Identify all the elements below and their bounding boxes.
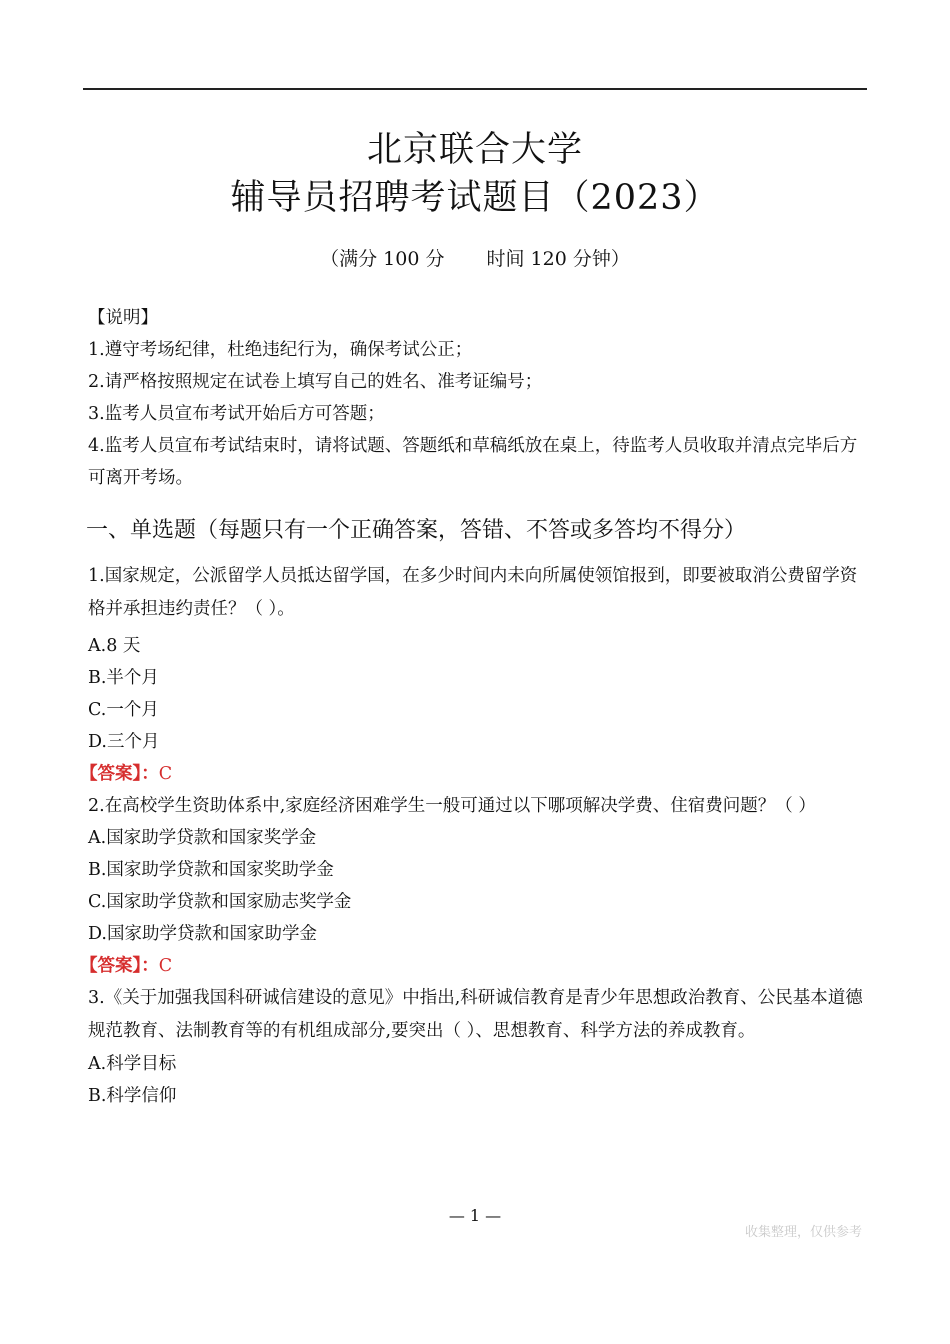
document-title-exam: 辅导员招聘考试题目（2023）: [230, 178, 720, 218]
option-c: C.国家助学贷款和国家励志奖学金: [88, 892, 352, 912]
option-b: B.科学信仰: [88, 1086, 177, 1106]
question-1: [80, 560, 868, 790]
option-d: D.三个月: [88, 732, 160, 752]
top-rule: [83, 88, 867, 90]
instruction-item: 2.请严格按照规定在试卷上填写自己的姓名、准考证编号；: [88, 372, 543, 392]
option-a: A.国家助学贷款和国家奖学金: [88, 828, 317, 848]
answer-label: 【答案】：: [80, 956, 159, 976]
question-text: 2.在高校学生资助体系中,家庭经济困难学生一般可通过以下哪项解决学费、住宿费问题？（ ）: [88, 796, 816, 816]
option-d: D.国家助学贷款和国家助学金: [88, 924, 317, 944]
question-3: [88, 982, 868, 1112]
option-a: A.科学目标: [88, 1054, 177, 1074]
question-text: 1.国家规定，公派留学人员抵达留学国，在多少时间内未向所属使领馆报到，即要被取消公费留学资格并承担违约责任？（ ）。: [88, 566, 858, 619]
option-c: C.一个月: [88, 700, 159, 720]
option-b: B.半个月: [88, 668, 159, 688]
document-body: [80, 302, 868, 1112]
exam-time-text: 时间 120 分钟）: [486, 248, 630, 270]
instruction-item: 3.监考人员宣布考试开始后方可答题；: [88, 404, 385, 424]
question-text: 3.《关于加强我国科研诚信建设的意见》中指出,科研诚信教育是青少年思想政治教育、公民基本道德规范教育、法制教育等的有机组成部分,要突出（ ）、思想教育、科学方法的养成教育。: [88, 988, 863, 1041]
watermark-text: 收集整理，仅供参考: [744, 1225, 862, 1240]
instruction-item: 4.监考人员宣布考试结束时，请将试题、答题纸和草稿纸放在桌上，待监考人员收取并清点完毕后方可离开考场。: [88, 436, 858, 488]
page-number: — 1 —: [448, 1206, 502, 1225]
option-b: B.国家助学贷款和国家奖助学金: [88, 860, 334, 880]
instruction-item: 1.遵守考场纪律，杜绝违纪行为，确保考试公正；: [88, 340, 473, 360]
answer-line: [80, 950, 868, 982]
instructions-block: [88, 302, 868, 494]
answer-value: C: [158, 764, 173, 784]
answer-line: [80, 758, 868, 790]
question-2: [80, 790, 868, 982]
answer-label: 【答案】：: [80, 764, 159, 784]
instructions-header: 【说明】: [88, 308, 158, 328]
full-score-text: （满分 100 分: [320, 248, 445, 270]
document-title-university: 北京联合大学: [366, 130, 583, 170]
option-a: A.8 天: [88, 636, 141, 656]
section-heading-single-choice: 一、单选题（每题只有一个正确答案，答错、不答或多答均不得分）: [86, 518, 747, 543]
exam-meta: [0, 245, 950, 273]
answer-value: C: [158, 956, 173, 976]
